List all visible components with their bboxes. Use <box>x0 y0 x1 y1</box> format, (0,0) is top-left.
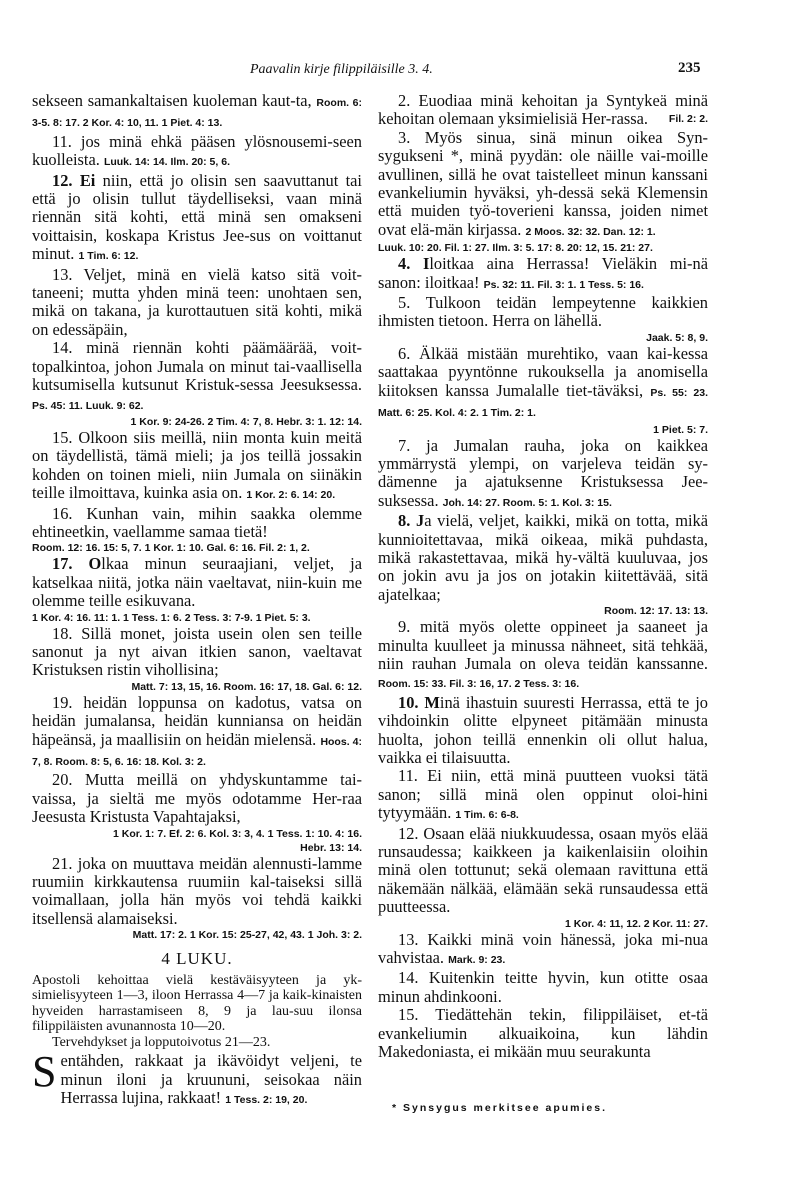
verse-text: 11. Ei niin, että minä puutteen vuoksi tätä sanon; sillä minä olen oppinut oloi-hini tytyymään. <box>378 766 708 823</box>
verse-reference: 1 Piet. 5: 7. <box>653 423 708 436</box>
verse-4-13 <box>378 931 708 970</box>
verse-3-16 <box>32 505 362 556</box>
right-column <box>378 92 708 1062</box>
verse-text: 13. Kaikki minä voin hänessä, joka mi-nua vahvistaa. <box>378 929 708 968</box>
drop-cap: S <box>32 1047 57 1097</box>
verse-start: 10. M <box>398 692 440 712</box>
verse-text: 14. minä riennän kohti päämäärää, voit-topalkintoa, johon Jumala on minut tai-vaallisella kutsumisella kutsunut Kristuk-sessa Jeesuksessa. <box>32 338 362 395</box>
verse-text: loitkaa aina Herrassa! Vieläkin mi-nä sanon: iloitkaa! <box>378 254 708 292</box>
verse-start: 8. J <box>398 511 425 531</box>
verse-text: 3. Myös sinua, sinä minun oikea Syn-sygukseni *, minä pyydän: ole näille vai-moille avullinen, sillä he ovat taistelleet minun kanssani evankeliumin hyväksi, yh-dessä sekä Klemensin että muiden työ-toverieni kanssa, joiden nimet ovat elä-män kirjassa. <box>378 127 708 239</box>
verse-3-20 <box>32 771 362 854</box>
verse-reference: Ps. 32: 11. Fil. 3: 1. 1 Tess. 5: 16. <box>483 278 644 291</box>
verse-text: 21. joka on muuttava meidän alennusti-lamme ruumiin kirkkautensa ruumiin kal-taiseksi sillä voimallaan, jolla hän myös voi tehdä kaikki itsellensä alamaiseksi. <box>32 853 362 928</box>
running-head: Paavalin kirje filippiläisille 3. 4. <box>250 62 433 77</box>
verse-text: 18. Sillä monet, joista usein olen sen teille sanonut ja nyt aivan itkien sanon, vaeltavat Kristuksen ristin vihollisina; <box>32 623 362 680</box>
verse-text: 7. ja Jumalan rauha, joka on kaikkea ymmärrystä ylempi, on varjeleva teidän sy-dämenne ja ajatuksenne Kristuksessa Jee-suksessa. <box>378 435 708 510</box>
verse-text: 16. Kunhan vain, mihin saakka olemme ehtineetkin, vaellamme samaa tietä! <box>32 503 362 541</box>
verse-reference: 1 Kor. 9: 24-26. 2 Tim. 4: 7, 8. Hebr. 3: 1. 12: 14. <box>130 415 362 428</box>
verse-3-12 <box>32 172 362 266</box>
verse-4-7 <box>378 437 708 513</box>
verse-4-12 <box>378 825 708 931</box>
verse-reference: 1 Kor. 4: 16. 11: 1. 1 Tess. 1: 6. 2 Tess. 3: 7-9. 1 Piet. 5: 3. <box>32 611 311 624</box>
verse-reference: Hebr. 13: 14. <box>300 841 362 854</box>
verse-reference: Mark. 9: 23. <box>448 954 506 967</box>
verse-start: 12. Ei <box>52 170 96 190</box>
verse-text: 15. Olkoon siis meillä, niin monta kuin meitä on täydellistä, tämä mieli; ja jos teillä jossakin kohden on toinen mieli, niin Jumala on siinäkin teille ilmoittava, kuinka asia on. <box>32 427 362 503</box>
verse-start: 4. I <box>398 254 430 274</box>
verse-4-14 <box>378 969 708 1006</box>
verse-text: 9. mitä myös olette oppineet ja saaneet ja minulta kuulleet ja minussa nähneet, sitä tehkää, niin rauhan Jumala on oleva teidän kanssanne. <box>378 617 708 673</box>
verse-4-2 <box>378 92 708 129</box>
verse-reference: 2 Moos. 32: 32. Dan. 12: 1. <box>525 225 656 238</box>
verse-text: 2. Euodiaa minä kehoitan ja Syntykeä minä kehoitan olemaan yksimielisiä Her-rassa. <box>378 91 708 129</box>
verse-text: niin, että jo olisin sen saavuttanut tai että jo olisin tullut täydelliseksi, vaan minä riennän sitä kohti, että minä sen omakseni voittaisin, koskapa Kristus Jee-sus on voittanut minut. <box>32 170 362 264</box>
verse-reference: Fil. 2: 2. <box>668 113 708 126</box>
verse-text: 19. heidän loppunsa on kadotus, vatsa on heidän jumalansa, heidän kunniansa on heidän häpeänsä, ja maallisiin on heidän mielensä. <box>32 692 362 749</box>
verse-reference: 1 Kor. 1: 7. Ef. 2: 6. Kol. 3: 3, 4. 1 Tess. 1: 10. 4: 16. <box>113 827 362 840</box>
verse-text: 11. jos minä ehkä pääsen ylösnousemi-seen kuolleista. <box>32 131 362 170</box>
verse-3-17 <box>32 555 362 624</box>
verse-text: entähden, rakkaat ja ikävöidyt veljeni, te minun iloni ja kruununi, seisokaa näin Herrassa lujina, rakkaat! <box>60 1051 362 1107</box>
verse-4-11 <box>378 767 708 824</box>
verse-reference: Room. 15: 33. Fil. 3: 16, 17. 2 Tess. 3: 16. <box>378 678 580 691</box>
verse-3-18 <box>32 625 362 694</box>
verse-text: 13. Veljet, minä en vielä katso sitä voit-taneeni; mutta yhden minä teen: unohtaen sen, mikä on takana, ja kurottautuen sitä kohti, mikä on edessäpäin, <box>32 264 362 339</box>
verse-reference: Ps. 55: 23. Matt. 6: 25. Kol. 4: 2. 1 Tim. 2: 1. <box>378 386 708 420</box>
verse-4-3 <box>378 129 708 255</box>
verse-reference: Luuk. 14: 14. Ilm. 20: 5, 6. <box>103 156 230 169</box>
verse-4-8 <box>378 512 708 618</box>
verse-4-15 <box>378 1006 708 1061</box>
verse-4-1 <box>32 1047 362 1109</box>
chapter-title: 4 LUKU. <box>161 949 233 969</box>
verse-reference: Matt. 17: 2. 1 Kor. 15: 25-27, 42, 43. 1 Joh. 3: 2. <box>132 929 362 942</box>
verse-reference: Room. 12: 17. 13: 13. <box>604 605 708 618</box>
verse-4-10 <box>378 694 708 768</box>
verse-reference: 1 Tess. 2: 19, 20. <box>225 1093 308 1106</box>
verse-text: inä ihastuin suuresti Herrassa, että te jo vihdoinkin olitte elpyneet pitämään minusta huolta, johon teillä ennenkin oli ollut halua, vaikka ei tilaisuutta. <box>378 692 709 767</box>
verse-3-21 <box>32 855 362 943</box>
verse-text: 15. Tiedättehän tekin, filippiläiset, et-tä evankeliumin alkuaikoina, kun lähdin Makedoniasta, ei mikään muu seurakunta <box>378 1005 708 1062</box>
verse-4-9 <box>378 618 708 694</box>
verse-3-14 <box>32 339 362 429</box>
verse-reference: Hoos. 4: 7, 8. Room. 8: 5, 6. 16: 18. Kol. 3: 2. <box>32 735 362 768</box>
verse-reference: Jaak. 5: 8, 9. <box>646 331 708 344</box>
verse-text: 5. Tulkoon teidän lempeytenne kaikkien ihmisten tietoon. Herra on lähellä. <box>378 293 708 331</box>
verse-reference: 1 Tim. 6: 6-8. <box>455 809 519 822</box>
verse-start: 17. O <box>52 554 102 574</box>
verse-4-6 <box>378 345 708 437</box>
left-column <box>32 92 362 1109</box>
verse-reference: Room. 6: 3-5. 8: 17. 2 Kor. 4: 10, 11. 1 Piet. 4: 13. <box>32 97 362 130</box>
summary-text: Apostoli kehoittaa vielä kestäväisyyteen ja yk-simielisyyteen 1—3, iloon Herrassa 4—7 ja kaik-kinaisten hyveiden harrastamiseen 8, 9 ja lau-suu ilonsa filippiläisten avunannosta 10—20. <box>32 972 362 1035</box>
verse-reference: 1 Tim. 6: 12. <box>78 250 139 263</box>
verse-text: 14. Kuitenkin teitte hyvin, kun otitte osaa minun ahdinkooni. <box>378 968 708 1006</box>
verse-reference: Joh. 14: 27. Room. 5: 1. Kol. 3: 15. <box>442 496 612 509</box>
verse-3-19 <box>32 694 362 772</box>
verse-reference: 1 Kor. 2: 6. 14: 20. <box>246 489 336 502</box>
verse-text: 6. Älkää mistään murehtiko, vaan kai-kessa saattakaa pyyntönne rukouksella ja anomisella kiitoksen kanssa Jumalalle tiet-täväksi, <box>378 343 708 400</box>
verse-4-5 <box>378 294 708 345</box>
verse-3-15 <box>32 429 362 505</box>
verse-3-13 <box>32 266 362 340</box>
verse-3-11 <box>32 133 362 172</box>
verse-text: a vielä, veljet, kaikki, mikä on totta, mikä kunnioitettavaa, mikä oikeaa, mikä puhdasta, mikä rakastettavaa, mikä hy-vältä kuuluvaa, jos on jokin avu ja jos on jotakin kiitettävää, sitä ajatelkaa; <box>378 511 708 604</box>
verse-reference: Matt. 7: 13, 15, 16. Room. 16: 17, 18. Gal. 6: 12. <box>131 680 362 693</box>
verse-text: sekseen samankaltaisen kuoleman kaut-ta, <box>32 91 312 110</box>
verse-reference: Ps. 45: 11. Luuk. 9: 62. <box>32 399 144 412</box>
verse-4-4 <box>378 255 708 294</box>
page-number: 235 <box>678 60 701 76</box>
verse-text: lkaa minun seuraajiani, veljet, ja katselkaa niitä, jotka näin vaeltavat, niin-kuin me olemme teille esikuvana. <box>32 554 363 611</box>
chapter-summary <box>32 973 362 1051</box>
footnote: * Synsygus merkitsee apumies. <box>392 1102 607 1114</box>
verse-reference: Room. 12: 16. 15: 5, 7. 1 Kor. 1: 10. Gal. 6: 16. Fil. 2: 1, 2. <box>32 542 310 555</box>
verse-reference: Luuk. 10: 20. Fil. 1: 27. Ilm. 3: 5. 17: 8. 20: 12, 15. 21: 27. <box>378 242 653 255</box>
verse-3-10 <box>32 92 362 133</box>
verse-text: 12. Osaan elää niukkuudessa, osaan myös elää runsaudessa; kaikkeen ja kaikenlaisiin oloihin minä olen tottunut; sekä olemaan ravittuna että näkemään nälkää, elämään sekä runsaudessa että puutteessa. <box>378 823 708 917</box>
summary-text: Tervehdykset ja lopputoivotus 21—23. <box>52 1034 271 1050</box>
verse-text: 20. Mutta meillä on yhdyskuntamme tai-vaissa, ja sieltä me myös odotamme Her-raa Jeesusta Kristusta Vapahtajaksi, <box>32 770 362 827</box>
verse-reference: 1 Kor. 4: 11, 12. 2 Kor. 11: 27. <box>564 917 708 930</box>
